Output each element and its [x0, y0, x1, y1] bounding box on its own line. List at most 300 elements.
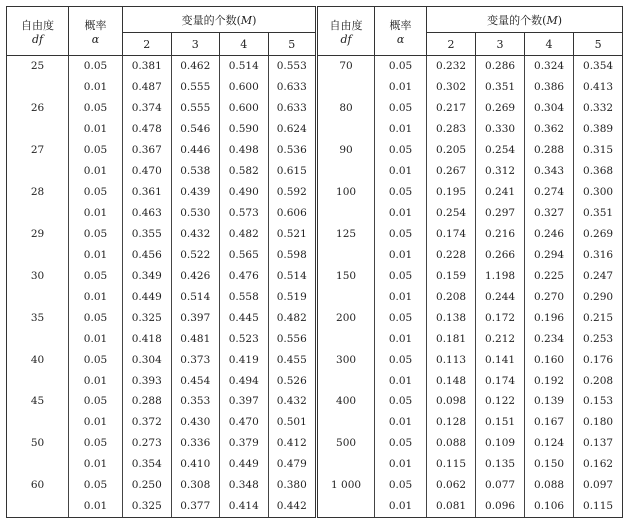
value-cell: 0.523	[220, 328, 269, 349]
table-row	[7, 265, 623, 286]
value-cell: 0.555	[171, 98, 220, 119]
value-cell: 0.290	[574, 286, 623, 307]
value-cell: 0.097	[574, 475, 623, 496]
value-cell: 0.470	[123, 161, 172, 182]
value-cell: 0.241	[476, 182, 525, 203]
value-cell: 0.426	[171, 265, 220, 286]
alpha-cell: 0.01	[69, 328, 123, 349]
alpha-cell: 0.01	[69, 203, 123, 224]
value-cell: 0.351	[574, 203, 623, 224]
value-cell: 0.153	[574, 391, 623, 412]
var-col-header: 3	[476, 33, 525, 56]
value-cell: 0.113	[427, 349, 476, 370]
alpha-cell: 0.01	[69, 77, 123, 98]
value-cell: 0.195	[427, 182, 476, 203]
value-cell: 0.315	[574, 140, 623, 161]
df-cell	[317, 244, 375, 265]
prob-label: 概率	[84, 18, 107, 32]
df-cell: 150	[317, 265, 375, 286]
table-row	[7, 496, 623, 517]
value-cell: 0.463	[123, 203, 172, 224]
alpha-cell: 0.01	[375, 119, 427, 140]
value-cell: 0.167	[525, 412, 574, 433]
value-cell: 0.115	[574, 496, 623, 517]
value-cell: 0.128	[427, 412, 476, 433]
df-label: 自由度	[329, 18, 363, 32]
value-cell: 0.481	[171, 328, 220, 349]
df-cell: 26	[7, 98, 69, 119]
alpha-cell: 0.05	[69, 56, 123, 77]
value-cell: 0.348	[220, 475, 269, 496]
value-cell: 0.274	[525, 182, 574, 203]
value-cell: 0.196	[525, 307, 574, 328]
value-cell: 0.304	[123, 349, 172, 370]
value-cell: 0.215	[574, 307, 623, 328]
df-cell: 28	[7, 182, 69, 203]
df-cell	[317, 203, 375, 224]
df-cell	[317, 328, 375, 349]
value-cell: 0.373	[171, 349, 220, 370]
alpha-cell: 0.05	[375, 307, 427, 328]
df-header-right	[317, 7, 375, 56]
value-cell: 0.325	[123, 307, 172, 328]
value-cell: 0.573	[220, 203, 269, 224]
alpha-cell: 0.05	[69, 98, 123, 119]
vars-m: M	[546, 13, 558, 27]
df-cell	[317, 286, 375, 307]
value-cell: 0.432	[171, 224, 220, 245]
value-cell: 0.332	[574, 98, 623, 119]
value-cell: 0.446	[171, 140, 220, 161]
value-cell: 0.174	[476, 370, 525, 391]
prob-header-left	[69, 7, 123, 56]
value-cell: 0.062	[427, 475, 476, 496]
value-cell: 0.270	[525, 286, 574, 307]
alpha-cell: 0.01	[69, 286, 123, 307]
value-cell: 0.176	[574, 349, 623, 370]
value-cell: 0.286	[476, 56, 525, 77]
value-cell: 0.297	[476, 203, 525, 224]
value-cell: 0.312	[476, 161, 525, 182]
value-cell: 0.397	[171, 307, 220, 328]
value-cell: 0.536	[268, 140, 317, 161]
df-cell	[7, 203, 69, 224]
value-cell: 0.379	[220, 433, 269, 454]
value-cell: 0.449	[123, 286, 172, 307]
df-cell: 300	[317, 349, 375, 370]
table-row	[7, 119, 623, 140]
prob-sublabel: α	[396, 32, 405, 46]
table-row	[7, 475, 623, 496]
alpha-cell: 0.05	[375, 182, 427, 203]
value-cell: 0.232	[427, 56, 476, 77]
value-cell: 0.081	[427, 496, 476, 517]
value-cell: 0.124	[525, 433, 574, 454]
value-cell: 0.254	[476, 140, 525, 161]
value-cell: 0.479	[268, 454, 317, 475]
df-cell: 70	[317, 56, 375, 77]
value-cell: 0.372	[123, 412, 172, 433]
value-cell: 0.624	[268, 119, 317, 140]
alpha-cell: 0.01	[375, 328, 427, 349]
table-row	[7, 349, 623, 370]
value-cell: 0.225	[525, 265, 574, 286]
df-cell: 29	[7, 224, 69, 245]
vars-header-right	[427, 7, 623, 33]
value-cell: 0.174	[427, 224, 476, 245]
value-cell: 0.519	[268, 286, 317, 307]
value-cell: 0.294	[525, 244, 574, 265]
alpha-cell: 0.05	[69, 475, 123, 496]
df-sublabel: df	[340, 32, 352, 46]
value-cell: 0.555	[171, 77, 220, 98]
value-cell: 0.088	[525, 475, 574, 496]
value-cell: 0.088	[427, 433, 476, 454]
value-cell: 0.208	[427, 286, 476, 307]
alpha-cell: 0.05	[375, 391, 427, 412]
value-cell: 0.159	[427, 265, 476, 286]
value-cell: 0.283	[427, 119, 476, 140]
table-row	[7, 412, 623, 433]
value-cell: 0.592	[268, 182, 317, 203]
value-cell: 0.522	[171, 244, 220, 265]
value-cell: 1.198	[476, 265, 525, 286]
critical-value-table	[6, 6, 623, 518]
value-cell: 0.414	[220, 496, 269, 517]
value-cell: 0.138	[427, 307, 476, 328]
value-cell: 0.389	[574, 119, 623, 140]
vars-close: )	[252, 13, 257, 27]
value-cell: 0.418	[123, 328, 172, 349]
df-cell	[7, 328, 69, 349]
value-cell: 0.139	[525, 391, 574, 412]
alpha-cell: 0.05	[375, 433, 427, 454]
table-row	[7, 370, 623, 391]
value-cell: 0.487	[123, 77, 172, 98]
table-row	[7, 77, 623, 98]
value-cell: 0.343	[525, 161, 574, 182]
value-cell: 0.135	[476, 454, 525, 475]
value-cell: 0.308	[171, 475, 220, 496]
df-cell: 45	[7, 391, 69, 412]
value-cell: 0.354	[123, 454, 172, 475]
alpha-cell: 0.05	[375, 475, 427, 496]
value-cell: 0.413	[574, 77, 623, 98]
df-cell: 25	[7, 56, 69, 77]
value-cell: 0.192	[525, 370, 574, 391]
df-cell: 125	[317, 224, 375, 245]
value-cell: 0.098	[427, 391, 476, 412]
value-cell: 0.254	[427, 203, 476, 224]
alpha-cell: 0.05	[375, 98, 427, 119]
table-body	[7, 56, 623, 518]
value-cell: 0.234	[525, 328, 574, 349]
df-cell: 60	[7, 475, 69, 496]
value-cell: 0.445	[220, 307, 269, 328]
df-cell: 50	[7, 433, 69, 454]
alpha-cell: 0.01	[375, 77, 427, 98]
value-cell: 0.217	[427, 98, 476, 119]
df-cell	[317, 161, 375, 182]
vars-m: M	[240, 13, 253, 27]
value-cell: 0.216	[476, 224, 525, 245]
df-cell	[317, 370, 375, 391]
value-cell: 0.151	[476, 412, 525, 433]
value-cell: 0.137	[574, 433, 623, 454]
value-cell: 0.514	[268, 265, 317, 286]
value-cell: 0.269	[574, 224, 623, 245]
value-cell: 0.349	[123, 265, 172, 286]
value-cell: 0.077	[476, 475, 525, 496]
value-cell: 0.228	[427, 244, 476, 265]
df-cell	[7, 77, 69, 98]
value-cell: 0.325	[123, 496, 172, 517]
vars-label: 变量的个数(	[181, 13, 241, 27]
vars-label: 变量的个数(	[487, 13, 547, 27]
value-cell: 0.096	[476, 496, 525, 517]
value-cell: 0.565	[220, 244, 269, 265]
value-cell: 0.122	[476, 391, 525, 412]
value-cell: 0.514	[220, 56, 269, 77]
df-cell: 27	[7, 140, 69, 161]
value-cell: 0.351	[476, 77, 525, 98]
alpha-cell: 0.01	[375, 496, 427, 517]
value-cell: 0.304	[525, 98, 574, 119]
df-cell	[7, 286, 69, 307]
value-cell: 0.269	[476, 98, 525, 119]
value-cell: 0.432	[268, 391, 317, 412]
df-cell	[7, 244, 69, 265]
table-row	[7, 307, 623, 328]
value-cell: 0.454	[171, 370, 220, 391]
prob-header-right	[375, 7, 427, 56]
alpha-cell: 0.05	[69, 140, 123, 161]
value-cell: 0.288	[123, 391, 172, 412]
df-cell	[317, 496, 375, 517]
df-cell: 400	[317, 391, 375, 412]
value-cell: 0.482	[268, 307, 317, 328]
value-cell: 0.374	[123, 98, 172, 119]
value-cell: 0.478	[123, 119, 172, 140]
df-cell: 40	[7, 349, 69, 370]
df-cell	[317, 454, 375, 475]
value-cell: 0.598	[268, 244, 317, 265]
value-cell: 0.442	[268, 496, 317, 517]
table-row	[7, 56, 623, 77]
value-cell: 0.253	[574, 328, 623, 349]
alpha-cell: 0.01	[375, 286, 427, 307]
value-cell: 0.362	[525, 119, 574, 140]
value-cell: 0.172	[476, 307, 525, 328]
value-cell: 0.162	[574, 454, 623, 475]
alpha-cell: 0.01	[375, 161, 427, 182]
df-cell	[7, 370, 69, 391]
alpha-cell: 0.01	[69, 119, 123, 140]
value-cell: 0.397	[220, 391, 269, 412]
df-cell: 80	[317, 98, 375, 119]
value-cell: 0.180	[574, 412, 623, 433]
value-cell: 0.410	[171, 454, 220, 475]
df-cell: 500	[317, 433, 375, 454]
value-cell: 0.381	[123, 56, 172, 77]
var-col-header: 4	[525, 33, 574, 56]
value-cell: 0.558	[220, 286, 269, 307]
df-cell: 90	[317, 140, 375, 161]
table-row	[7, 224, 623, 245]
value-cell: 0.150	[525, 454, 574, 475]
alpha-cell: 0.05	[69, 224, 123, 245]
value-cell: 0.300	[574, 182, 623, 203]
alpha-cell: 0.05	[69, 182, 123, 203]
table-row	[7, 203, 623, 224]
alpha-cell: 0.01	[375, 244, 427, 265]
value-cell: 0.470	[220, 412, 269, 433]
value-cell: 0.205	[427, 140, 476, 161]
alpha-cell: 0.01	[375, 454, 427, 475]
table-row	[7, 140, 623, 161]
alpha-cell: 0.05	[375, 56, 427, 77]
alpha-cell: 0.01	[375, 412, 427, 433]
value-cell: 0.367	[123, 140, 172, 161]
value-cell: 0.354	[574, 56, 623, 77]
value-cell: 0.106	[525, 496, 574, 517]
var-col-header: 2	[427, 33, 476, 56]
df-cell: 30	[7, 265, 69, 286]
df-sublabel: df	[31, 32, 44, 46]
table-row	[7, 328, 623, 349]
value-cell: 0.455	[268, 349, 317, 370]
value-cell: 0.439	[171, 182, 220, 203]
table-row	[7, 244, 623, 265]
vars-header-left	[123, 7, 317, 33]
var-col-header: 3	[171, 33, 220, 56]
value-cell: 0.494	[220, 370, 269, 391]
value-cell: 0.302	[427, 77, 476, 98]
table-row	[7, 161, 623, 182]
alpha-cell: 0.05	[69, 307, 123, 328]
value-cell: 0.490	[220, 182, 269, 203]
alpha-cell: 0.01	[69, 161, 123, 182]
vars-close: )	[557, 13, 562, 27]
value-cell: 0.115	[427, 454, 476, 475]
value-cell: 0.456	[123, 244, 172, 265]
value-cell: 0.553	[268, 56, 317, 77]
value-cell: 0.386	[525, 77, 574, 98]
value-cell: 0.633	[268, 77, 317, 98]
df-cell	[7, 161, 69, 182]
value-cell: 0.212	[476, 328, 525, 349]
value-cell: 0.556	[268, 328, 317, 349]
value-cell: 0.353	[171, 391, 220, 412]
alpha-cell: 0.05	[375, 224, 427, 245]
value-cell: 0.141	[476, 349, 525, 370]
value-cell: 0.582	[220, 161, 269, 182]
var-col-header: 4	[220, 33, 269, 56]
alpha-cell: 0.05	[69, 433, 123, 454]
table-row	[7, 454, 623, 475]
value-cell: 0.419	[220, 349, 269, 370]
var-col-header: 5	[574, 33, 623, 56]
prob-label: 概率	[389, 18, 412, 32]
value-cell: 0.316	[574, 244, 623, 265]
var-col-header: 2	[123, 33, 172, 56]
value-cell: 0.109	[476, 433, 525, 454]
value-cell: 0.380	[268, 475, 317, 496]
value-cell: 0.336	[171, 433, 220, 454]
value-cell: 0.600	[220, 98, 269, 119]
value-cell: 0.590	[220, 119, 269, 140]
value-cell: 0.288	[525, 140, 574, 161]
value-cell: 0.160	[525, 349, 574, 370]
value-cell: 0.361	[123, 182, 172, 203]
df-cell: 100	[317, 182, 375, 203]
df-cell	[317, 412, 375, 433]
prob-sublabel: α	[91, 32, 100, 46]
df-header-left	[7, 7, 69, 56]
value-cell: 0.393	[123, 370, 172, 391]
df-cell	[7, 496, 69, 517]
df-cell: 1 000	[317, 475, 375, 496]
value-cell: 0.546	[171, 119, 220, 140]
value-cell: 0.327	[525, 203, 574, 224]
table-row	[7, 286, 623, 307]
table-row	[7, 391, 623, 412]
df-cell: 200	[317, 307, 375, 328]
value-cell: 0.600	[220, 77, 269, 98]
value-cell: 0.606	[268, 203, 317, 224]
value-cell: 0.273	[123, 433, 172, 454]
value-cell: 0.368	[574, 161, 623, 182]
df-cell	[317, 119, 375, 140]
value-cell: 0.538	[171, 161, 220, 182]
table-row	[7, 98, 623, 119]
value-cell: 0.267	[427, 161, 476, 182]
alpha-cell: 0.01	[69, 496, 123, 517]
table-row	[7, 182, 623, 203]
value-cell: 0.449	[220, 454, 269, 475]
value-cell: 0.247	[574, 265, 623, 286]
value-cell: 0.462	[171, 56, 220, 77]
alpha-cell: 0.01	[375, 370, 427, 391]
value-cell: 0.615	[268, 161, 317, 182]
value-cell: 0.498	[220, 140, 269, 161]
alpha-cell: 0.05	[69, 349, 123, 370]
value-cell: 0.476	[220, 265, 269, 286]
value-cell: 0.530	[171, 203, 220, 224]
value-cell: 0.526	[268, 370, 317, 391]
value-cell: 0.324	[525, 56, 574, 77]
alpha-cell: 0.05	[375, 140, 427, 161]
value-cell: 0.208	[574, 370, 623, 391]
value-cell: 0.355	[123, 224, 172, 245]
table-row	[7, 433, 623, 454]
df-label: 自由度	[21, 18, 54, 32]
alpha-cell: 0.05	[69, 391, 123, 412]
value-cell: 0.330	[476, 119, 525, 140]
alpha-cell: 0.05	[69, 265, 123, 286]
value-cell: 0.412	[268, 433, 317, 454]
value-cell: 0.430	[171, 412, 220, 433]
alpha-cell: 0.05	[375, 349, 427, 370]
var-col-header: 5	[268, 33, 317, 56]
value-cell: 0.482	[220, 224, 269, 245]
value-cell: 0.246	[525, 224, 574, 245]
alpha-cell: 0.01	[375, 203, 427, 224]
df-cell	[7, 119, 69, 140]
value-cell: 0.377	[171, 496, 220, 517]
df-cell	[7, 412, 69, 433]
alpha-cell: 0.01	[69, 412, 123, 433]
